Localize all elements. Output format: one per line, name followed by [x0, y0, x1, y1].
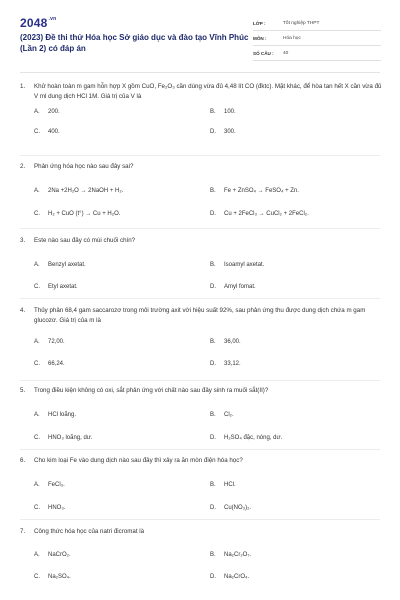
question-number: 1.: [20, 83, 26, 90]
question-text: Thủy phân 68,4 gam saccarozơ trong môi trường axit với hiệu suất 92%, sau phản ứng thu được dung dịch chứa m gam glucozơ. Giá trị của m là: [34, 307, 366, 324]
question-divider: [20, 298, 380, 299]
question-text: Cho kim loại Fe vào dung dịch nào sau đây thì xảy ra ăn mòn điện hóa học?: [34, 457, 243, 464]
option-c[interactable]: C. 400.: [34, 129, 60, 135]
option-c[interactable]: C. Etyl axetat.: [34, 284, 78, 290]
option-c[interactable]: C. 66,24.: [34, 361, 65, 367]
question-4: [20, 306, 382, 367]
question-number: 4.: [20, 307, 26, 314]
option-a[interactable]: A. 2Na +2H₂O → 2NaOH + H₂.: [34, 188, 124, 194]
option-d[interactable]: D. Na₂CrO₄.: [210, 574, 250, 580]
question-text: Este nào sau đây có mùi chuối chín?: [34, 237, 136, 244]
question-divider: [20, 449, 380, 450]
option-b[interactable]: B. Na₂Cr₂O₇.: [210, 552, 252, 558]
option-d[interactable]: D. Amyl fomat.: [210, 284, 256, 290]
question-2: [20, 162, 382, 217]
question-1: [20, 82, 382, 138]
option-a[interactable]: A. HCl loãng.: [34, 412, 77, 418]
option-c[interactable]: C. Na₂SO₄.: [34, 574, 71, 580]
option-b[interactable]: B. Fe + ZnSO₄ → FeSO₄ + Zn.: [210, 188, 299, 194]
option-b[interactable]: B. Isoamyl axetat.: [210, 262, 265, 268]
question-5: [20, 386, 382, 441]
question-text: Trong điều kiện không có oxi, sắt phản ứng với chất nào sau đây sinh ra muối sắt(II)?: [34, 387, 269, 394]
option-b[interactable]: B. Cl₂.: [210, 412, 234, 418]
meta-row-subject: [253, 31, 381, 46]
option-b[interactable]: B. 100.: [210, 109, 236, 115]
question-6: [20, 456, 382, 511]
option-b[interactable]: B. 36,00.: [210, 339, 241, 345]
option-a[interactable]: A. FeCl₃.: [34, 482, 65, 488]
site-logo[interactable]: [20, 16, 56, 30]
option-d[interactable]: D. Cu + 2FeCl₃ → CuCl₂ + 2FeCl₂.: [210, 211, 309, 217]
question-7: [20, 527, 382, 580]
option-a[interactable]: A. NaCrO₂.: [34, 552, 71, 558]
question-divider: [20, 155, 380, 156]
question-text: Phản ứng hóa học nào sau đây sai?: [34, 163, 134, 170]
question-number: 6.: [20, 457, 26, 464]
option-d[interactable]: D. 33,12.: [210, 361, 241, 367]
option-b[interactable]: B. HCl.: [210, 482, 236, 488]
page-header: [0, 0, 400, 66]
option-c[interactable]: C. HNO₃ loãng, dư.: [34, 435, 93, 441]
meta-row-class: [253, 16, 381, 31]
exam-meta: [253, 16, 381, 61]
option-d[interactable]: D. 300.: [210, 129, 236, 135]
logo-suffix: .vn: [48, 16, 57, 22]
option-a[interactable]: A. 72,00.: [34, 339, 65, 345]
meta-label: MÔN :: [253, 35, 267, 41]
meta-value: Tốt nghiệp THPT: [283, 20, 320, 26]
question-divider: [20, 380, 380, 381]
option-c[interactable]: C. H₂ + CuO (t°) → Cu + H₂O.: [34, 211, 121, 217]
meta-label: LỚP :: [253, 20, 266, 26]
meta-label: SỐ CÂU :: [253, 50, 274, 56]
question-number: 5.: [20, 387, 26, 394]
meta-value: Hóa học: [283, 35, 301, 41]
question-text: Công thức hóa học của natri đicromat là: [34, 528, 145, 535]
question-divider: [20, 228, 380, 229]
option-a[interactable]: A. Benzyl axetat.: [34, 262, 86, 268]
option-c[interactable]: C. HNO₃.: [34, 505, 66, 511]
question-number: 3.: [20, 237, 26, 244]
question-number: 2.: [20, 163, 26, 170]
question-text: Khử hoàn toàn m gam hỗn hợp X gồm CuO, Fe₂O₃ cần dùng vừa đủ 4,48 lít CO (đktc). Mặt khác, để hòa tan hết X cần vừa đủ V ml dung dịch HCl 1M. Giá trị của V là: [34, 83, 382, 100]
option-d[interactable]: D. H₂SO₄ đặc, nóng, dư.: [210, 435, 283, 441]
header-divider: [20, 72, 380, 73]
logo-text: 2048: [20, 16, 48, 30]
meta-row-count: [253, 46, 381, 61]
question-3: [20, 236, 382, 290]
question-number: 7.: [20, 528, 26, 535]
question-divider: [20, 519, 380, 520]
exam-title: (2023) Đề thi thử Hóa học Sở giáo dục và đào tạo Vĩnh Phúc (Lần 2) có đáp án: [20, 33, 249, 53]
option-d[interactable]: D. Cu(NO₃)₂.: [210, 505, 252, 511]
meta-value: 40: [283, 50, 289, 56]
option-a[interactable]: A. 200.: [34, 109, 60, 115]
